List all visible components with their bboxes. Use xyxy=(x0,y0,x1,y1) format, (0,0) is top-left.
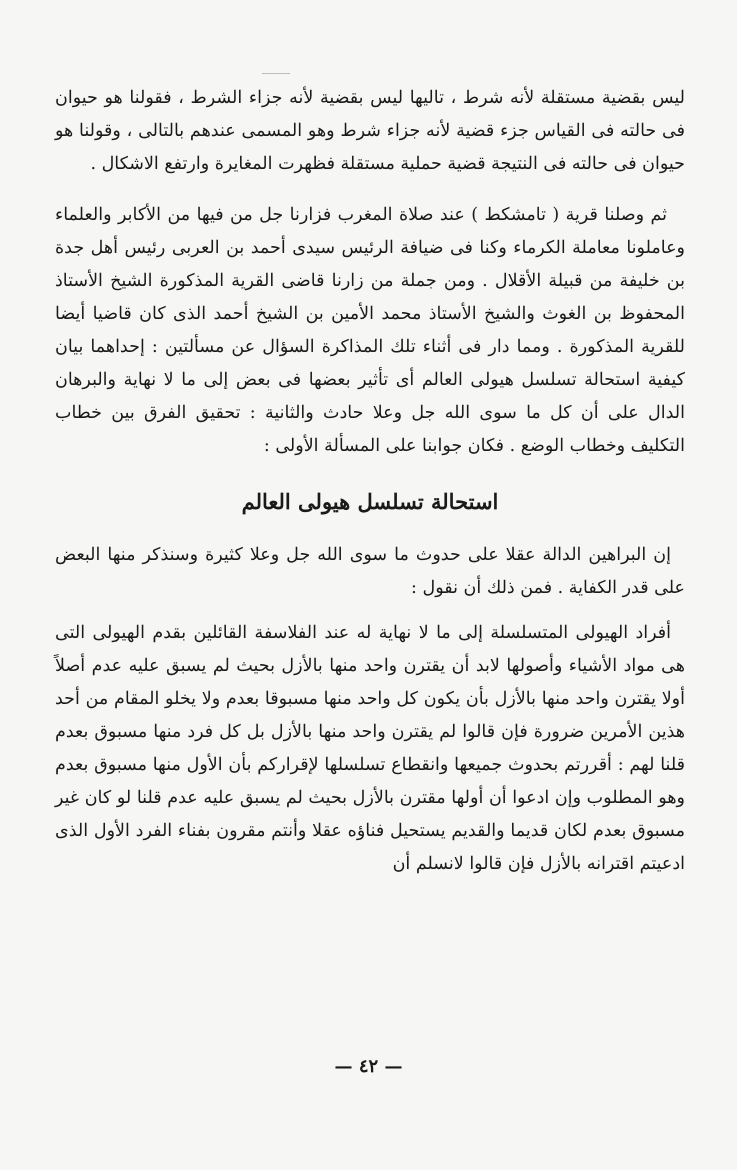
scan-speck xyxy=(262,73,290,74)
paragraph-village-visit: ثم وصلنا قرية ( تامشكط ) عند صلاة المغرب فزارنا جل من فيها من الأكابر والعلماء وعاملونا معاملة الكرماء وكنا فى ضيافة الرئيس سيدى أحمد بن العربى رئيس أهل جدة بن خليفة من قبيلة الأقلال . ومن جملة من زارنا قاضى القرية المذكورة الشيخ الأستاذ المحفوظ بن الغوث والشيخ الأستاذ محمد الأمين بن الشيخ أحمد الذى كان قاضيا أيضا للقرية المذكورة . ومما دار فى أثناء تلك المذاكرة السؤال عن مسألتين : إحداهما بيان كيفية استحالة تسلسل هيولى العالم أى تأثير بعضها فى بعض إلى ما لا نهاية والبرهان الدال على أن كل ما سوى الله جل وعلا حادث والثانية : تحقيق الفرق بين خطاب التكليف وخطاب الوضع . فكان جوابنا على المسألة الأولى : xyxy=(55,205,685,456)
paragraph-hyle-argument: أفراد الهيولى المتسلسلة إلى ما لا نهاية له عند الفلاسفة القائلين بقدم الهيولى التى هى مواد الأشياء وأصولها لابد أن يقترن واحد منها بالأزل بحيث لم يسبق عليه عدم أصلاً أولا يقترن واحد منها بالأزل بأن يكون كل واحد منها مسبوقا بعدم ولا يخلو المقام من أحد هذين الأمرين ضرورة فإن قالوا لم يقترن واحد منها بالأزل بل كل فرد منها مسبوق بعدم قلنا لهم : أقررتم بحدوث جميعها وانقطاع تسلسلها لإقراركم بأن الأول منها مسبوق بعدم وهو المطلوب وإن ادعوا أن أولها مقترن بالأزل بحيث لم يسبق عليه عدم قلنا لو كان غير مسبوق بعدم لكان قديما والقديم يستحيل فناؤه عقلا وأنتم مقرون بفناء الفرد الأول الذى ادعيتم اقترانه بالأزل فإن قالوا لانسلم أن xyxy=(55,623,685,874)
page-body xyxy=(55,82,685,881)
page-number: — ٤٢ — xyxy=(334,1056,403,1077)
section-heading: استحالة تسلسل هيولى العالم xyxy=(241,489,499,514)
paragraph-continuation: ليس بقضية مستقلة لأنه شرط ، تاليها ليس بقضية لأنه جزاء الشرط ، فقولنا هو حيوان فى حالته فى القياس جزء قضية لأنه جزاء شرط وهو المسمى عندهم بالتالى ، وقولنا هو حيوان فى حالته فى النتيجة قضية حملية مستقلة فظهرت المغايرة وارتفع الاشكال . xyxy=(55,88,685,174)
paragraph-proofs-intro: إن البراهين الدالة عقلا على حدوث ما سوى الله جل وعلا كثيرة وسنذكر منها البعض على قدر الكفاية . فمن ذلك أن نقول : xyxy=(55,545,685,598)
